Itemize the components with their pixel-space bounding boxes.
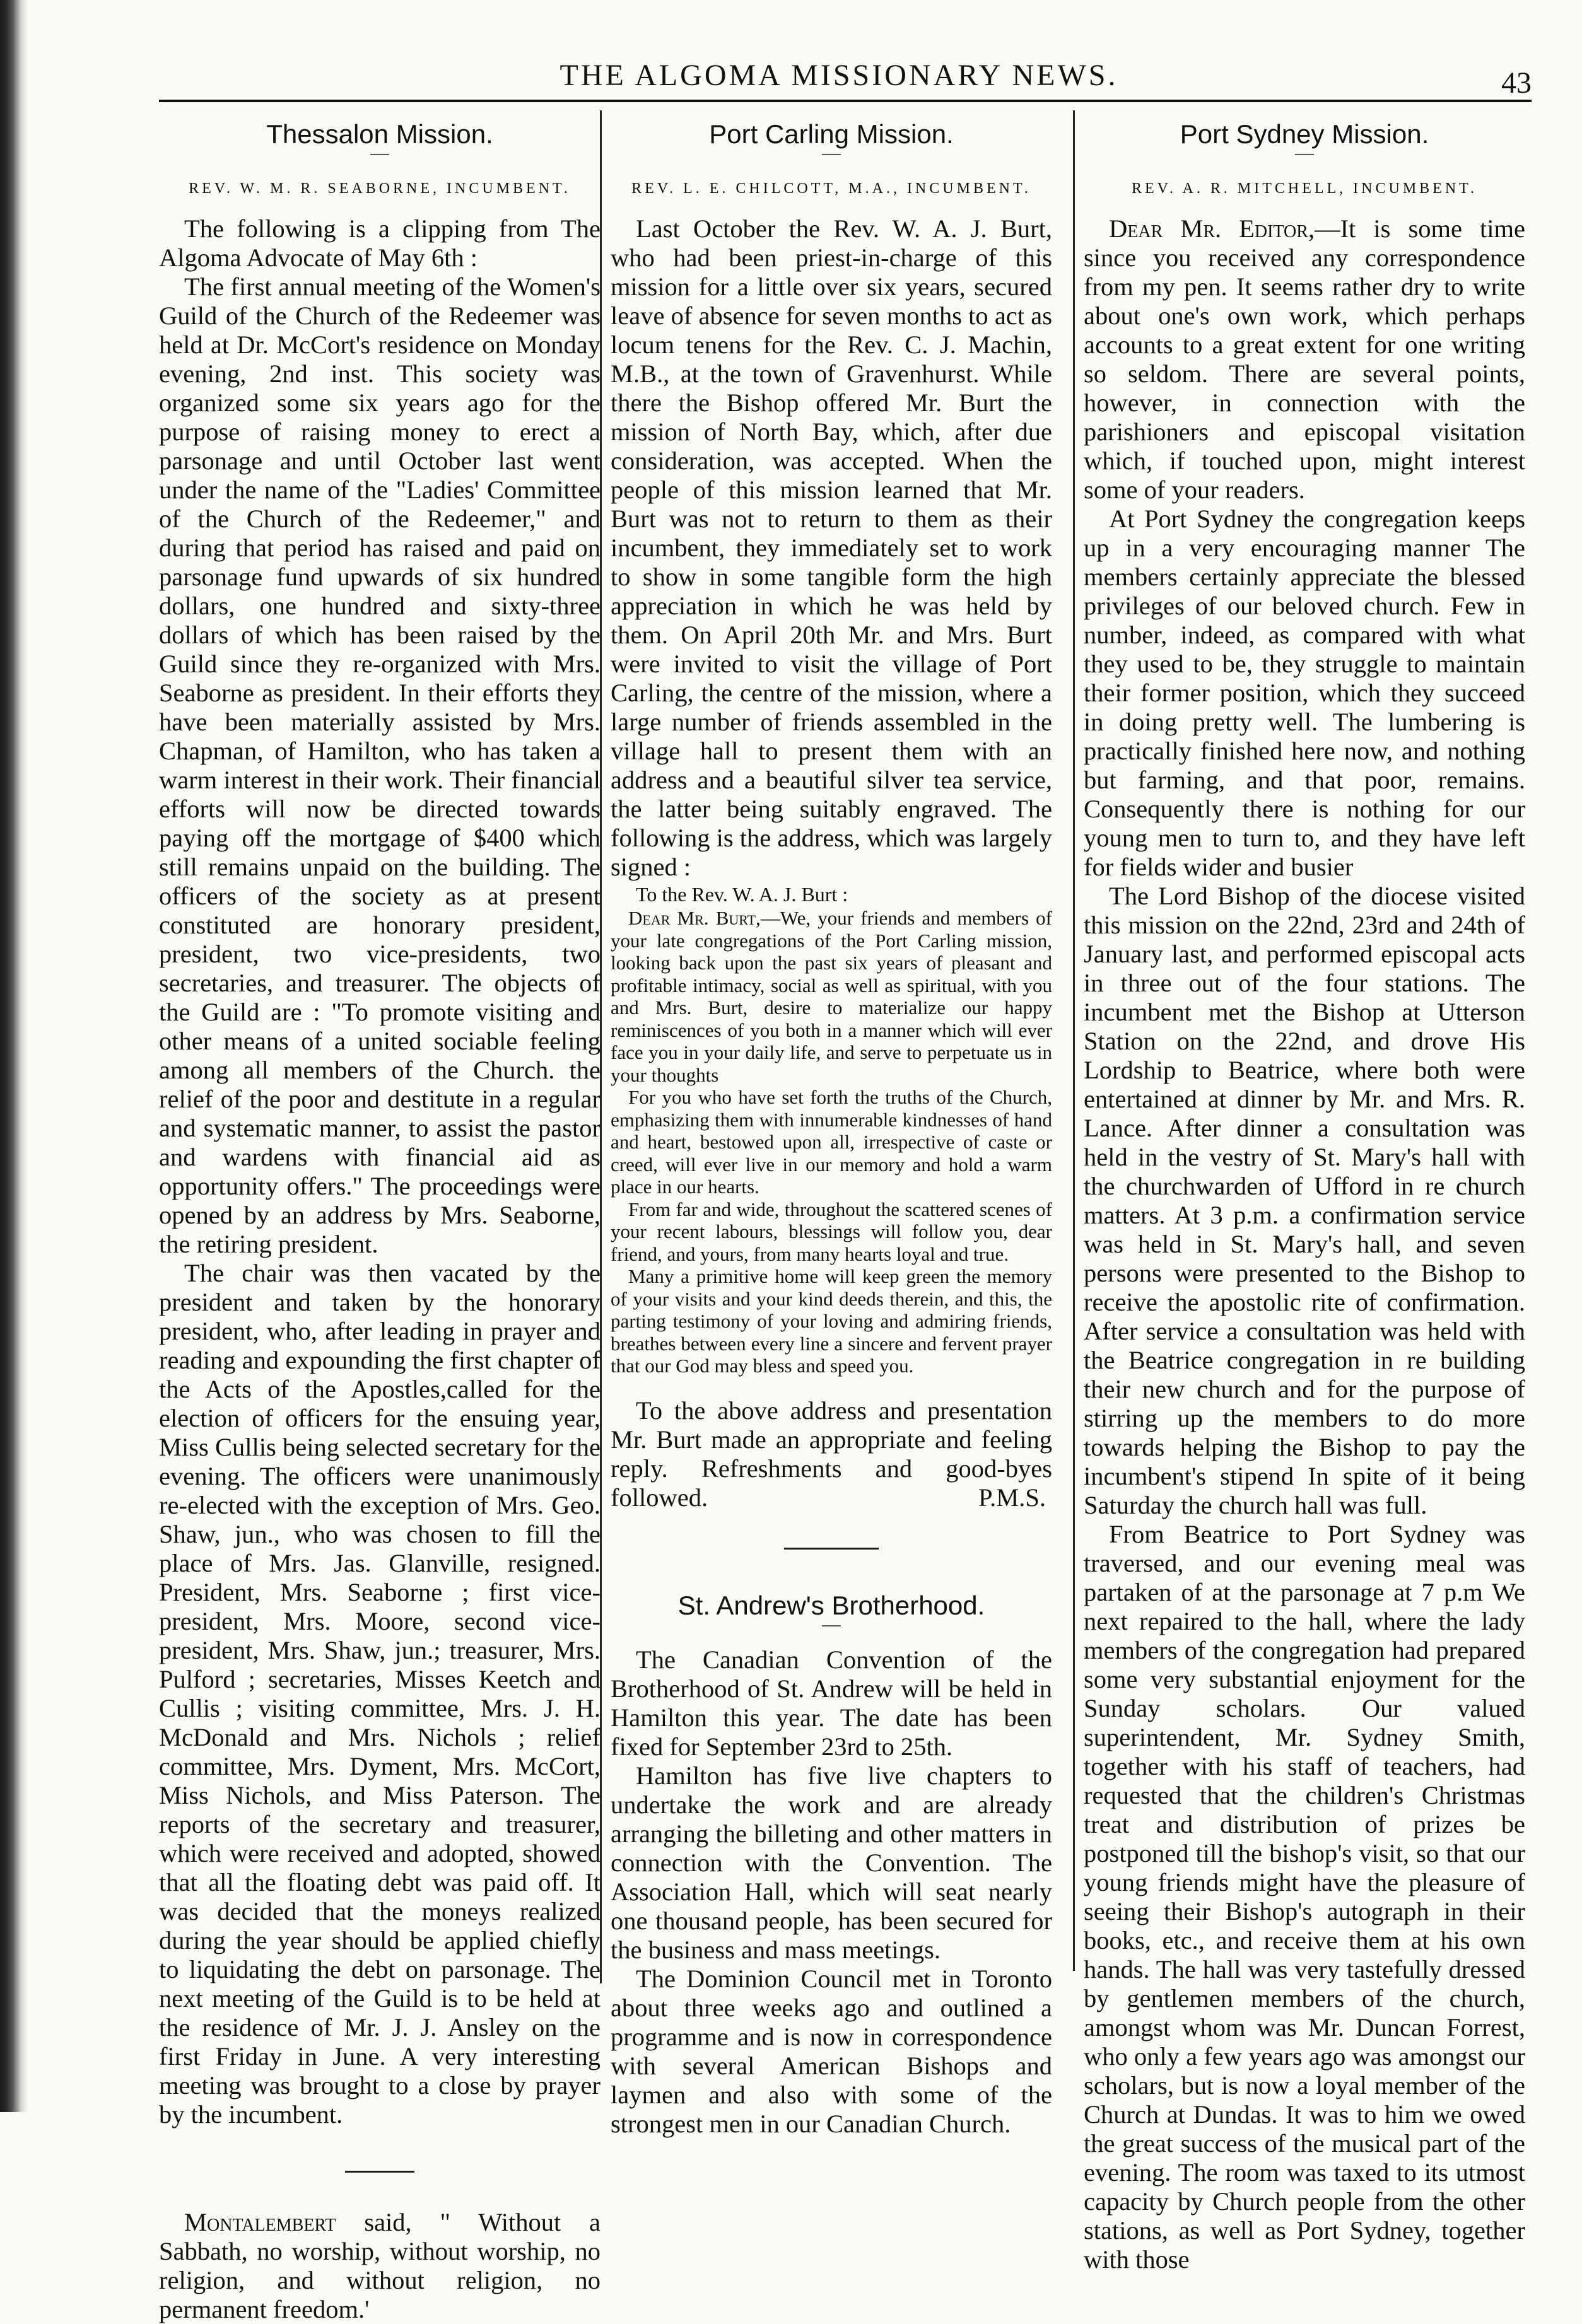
letter-text: —It is some time since you received any correspondence from my pen. It seems rather dry to write about one's own work, which perhaps accounts to a great extent for one writing so seldom. There are several points, however, in connection with the parishioners and episcopal visitation which, if touched upon, might interest some of your readers. — [1084, 214, 1525, 504]
reply-text: To the above address and presentation Mr. Burt made an appropriate and feeling reply. Refreshments and good-byes followed. — [611, 1396, 1052, 1512]
byline: REV. W. M. R. SEABORNE, INCUMBENT. — [189, 180, 571, 197]
title-dash — [822, 1625, 841, 1632]
article-paragraph: Last October the Rev. W. A. J. Burt, who had been priest-in-charge of this mission for a little over six years, secured leave of absence for seven months to act as locum tenens for the Rev. C. J. Machin, M.B., at the town of Gravenhurst. While there the Bishop offered Mr. Burt the mission of North Bay, which, after due consideration, was accepted. When the people of this mission learned that Mr. Burt was not to return to them as their incumbent, they immediately set to work to show in some tangible form the high appreciation in which he was held by them. On April 20th Mr. and Mrs. Burt were invited to visit the village of Port Carling, the centre of the mission, where a large number of friends assembled in the village hall to present them with an address and a beautiful silver tea service, the latter being suitably engraved. The following is the address, which was largely signed : — [611, 214, 1052, 881]
quote-author: Montalembert — [184, 2208, 336, 2236]
address-paragraph: Many a primitive home will keep green the memory of your visits and your kind deeds therein, and this, the parting testimony of your loving and admiring friends, breathes between every line a sincere and fervent prayer that our God may bless and speed you. — [611, 1265, 1052, 1377]
article-title: Port Sydney Mission. — [1180, 119, 1429, 149]
column-divider-2 — [1073, 110, 1075, 1971]
article-title: St. Andrew's Brotherhood. — [677, 1590, 985, 1620]
article-paragraph: The Canadian Convention of the Brotherhood of St. Andrew will be held in Hamilton this year. The date has been fixed for September 23rd to 25th. — [611, 1645, 1052, 1761]
article-title: Port Carling Mission. — [709, 119, 954, 149]
article-paragraph: At Port Sydney the congregation keeps up in a very encouraging manner The members certainly appreciate the blessed privileges of our beloved church. Few in number, indeed, as compared with what they used to be, they struggle to maintain their former position, which they succeed in doing pretty well. The lumbering is practically finished here now, and nothing but farming, and that poor, remains. Consequently there is nothing for our young men to turn to, and they have left for fields wider and busier — [1084, 505, 1525, 881]
section-separator — [784, 1548, 879, 1550]
section-separator — [345, 2171, 414, 2173]
header-rule — [159, 100, 1532, 102]
running-title: THE ALGOMA MISSIONARY NEWS. — [560, 59, 1118, 92]
address-paragraph — [611, 907, 1052, 1086]
article-paragraph: Hamilton has five live chapters to undertake the work and are already arranging the billeting and other matters in connection with the Convention. The Association Hall, which will seat nearly one thousand people, has been secured for the business and mass meetings. — [611, 1761, 1052, 1964]
address-text: —We, your friends and members of your late congregations of the Port Carling mission, looking back upon the past six years of pleasant and profitable intimacy, social as well as spiritual, with you and Mrs. Burt, desire to materialize our happy reminiscences of you both in a manner which will ever face you in your daily life, and serve to perpetuate us in your thoughts — [611, 907, 1053, 1086]
article-paragraph: The Lord Bishop of the diocese visited this mission on the 22nd, 23rd and 24th of January last, and performed episcopal acts in three out of the four stations. The incumbent met the Bishop at Utterson Station on the 22nd, and drove His Lordship to Beatrice, where both were entertained at dinner by Mr. and Mrs. R. Lance. After dinner a consultation was held in the vestry of St. Mary's hall with the churchwarden of Ufford in re church matters. At 3 p.m. a confirmation service was held in St. Mary's hall, and seven persons were presented to the Bishop to receive the apostolic rite of confirmation. After service a consultation was held with the Beatrice congregation in re building their new church and for the purpose of stirring up the members to do more towards helping the Bishop to pay the incumbent's stipend In spite of it being Saturday the church hall was full. — [1084, 882, 1525, 1519]
address-recipient: To the Rev. W. A. J. Burt : — [636, 883, 848, 906]
byline: REV. A. R. MITCHELL, INCUMBENT. — [1131, 180, 1478, 197]
page-number: 43 — [1501, 66, 1532, 100]
article-title: Thessalon Mission. — [266, 119, 493, 149]
article-paragraph: The Dominion Council met in Toronto about three weeks ago and outlined a programme and is now in correspondence with several American Bishops and laymen and also with some of the strongest men in our Canadian Church. — [611, 1964, 1052, 2138]
quote-text: said, " Without a Sabbath, no worship, without worship, no religion, and without religion, no permanent freedom.' — [159, 2208, 601, 2323]
article-paragraph: The first annual meeting of the Women's Guild of the Church of the Redeemer was held at Dr. McCort's residence on Monday evening, 2nd inst. This society was organized some six years ago for the purpose of raising money to erect a parsonage and until October last went under the name of the "Ladies' Committee of the Church of the Redeemer," and during that period has raised and paid on parsonage fund upwards of six hundred dollars, one hundred and sixty-three dollars of which has been raised by the Guild since they re-organized with Mrs. Seaborne as president. In their efforts they have been materially assisted by Mrs. Chapman, of Hamilton, who has taken a warm interest in their work. Their financial efforts will now be directed towards paying off the mortgage of $400 which still remains unpaid on the building. The officers of the society as at present constituted are honorary president, president, two vice-presidents, two secretaries, and treasurer. The objects of the Guild are : "To promote visiting and other means of a united sociable feeling among all members of the Church. the relief of the poor and destitute in a regular and systematic manner, to assist the pastor and wardens with financial aid as opportunity offers." The proceedings were opened by an address by Mrs. Seaborne, the retiring president. — [159, 272, 601, 1258]
address-salutation: Dear Mr. Burt, — [628, 907, 761, 929]
address-paragraph: For you who have set forth the truths of the Church, emphasizing them with innumerable kindnesses of hand and heart, bestowed upon all, irrespective of caste or creed, will ever live in our memory and hold a warm place in our hearts. — [611, 1086, 1052, 1198]
reply-paragraph — [611, 1396, 1052, 1512]
address-block — [611, 907, 1052, 1377]
article-paragraph: From Beatrice to Port Sydney was traversed, and our evening meal was partaken of at the parsonage at 7 p.m We next repaired to the hall, where the lady members of the congregation had prepared some very substantial enjoyment for the Sunday scholars. Our valued superintendent, Mr. Sydney Smith, together with his staff of teachers, had requested that the children's Christmas treat and distribution of prizes be postponed till the bishop's visit, so that our young friends might have the pleasure of seeing their Bishop's autograph in their books, etc., and receive them at his own hands. The hall was very tastefully dressed by gentlemen members of the church, amongst whom was Mr. Duncan Forrest, who only a few years ago was amongst our scholars, but is now a loyal member of the Church at Dundas. It was to him we owed the great success of the musical part of the evening. The room was taxed to its utmost capacity by Church people from the other stations, as well as Port Sydney, together with those — [1084, 1520, 1525, 2274]
quote-paragraph — [159, 2208, 601, 2324]
article-paragraph — [1084, 214, 1525, 505]
title-dash — [370, 154, 389, 160]
title-dash — [1295, 154, 1314, 160]
article-paragraph: The chair was then vacated by the president and taken by the honorary president, who, after leading in prayer and reading and expounding the first chapter of the Acts of the Apostles,called for the election of officers for the ensuing year, Miss Cullis being selected secretary for the evening. The officers were unanimously re-elected with the exception of Mrs. Geo. Shaw, jun., who was chosen to fill the place of Mrs. Jas. Glanville, resigned. President, Mrs. Seaborne ; first vice-president, Mrs. Moore, second vice-president, Mrs. Shaw, jun.; treasurer, Mrs. Pulford ; secretaries, Misses Keetch and Cullis ; visiting committee, Mrs. J. H. McDonald and Mrs. Nichols ; relief committee, Mrs. Dyment, Mrs. McCort, Miss Nichols, and Miss Paterson. The reports of the secretary and treasurer, which were received and adopted, showed that all the floating debt was paid off. It was decided that the moneys realized during the year should be applied chiefly to liquidating the debt on parsonage. The next meeting of the Guild is to be held at the residence of Mr. J. J. Ansley on the first Friday in June. A very interesting meeting was brought to a close by prayer by the incumbent. — [159, 1259, 601, 2128]
column-thessalon — [159, 114, 601, 2324]
address-paragraph: From far and wide, throughout the scattered scenes of your recent labours, blessings will follow you, dear friend, and yours, from many hearts loyal and true. — [611, 1198, 1052, 1265]
signature: P.M.S. — [978, 1483, 1046, 1512]
article-paragraph: The following is a clipping from The Algoma Advocate of May 6th : — [159, 214, 601, 272]
column-port-sydney — [1084, 114, 1525, 2274]
byline: REV. L. E. CHILCOTT, M.A., INCUMBENT. — [631, 180, 1031, 197]
scan-binding-edge — [0, 0, 29, 2112]
column-port-carling — [611, 114, 1052, 2139]
letter-salutation: Dear Mr. Editor, — [1109, 214, 1315, 243]
title-dash — [822, 154, 841, 160]
